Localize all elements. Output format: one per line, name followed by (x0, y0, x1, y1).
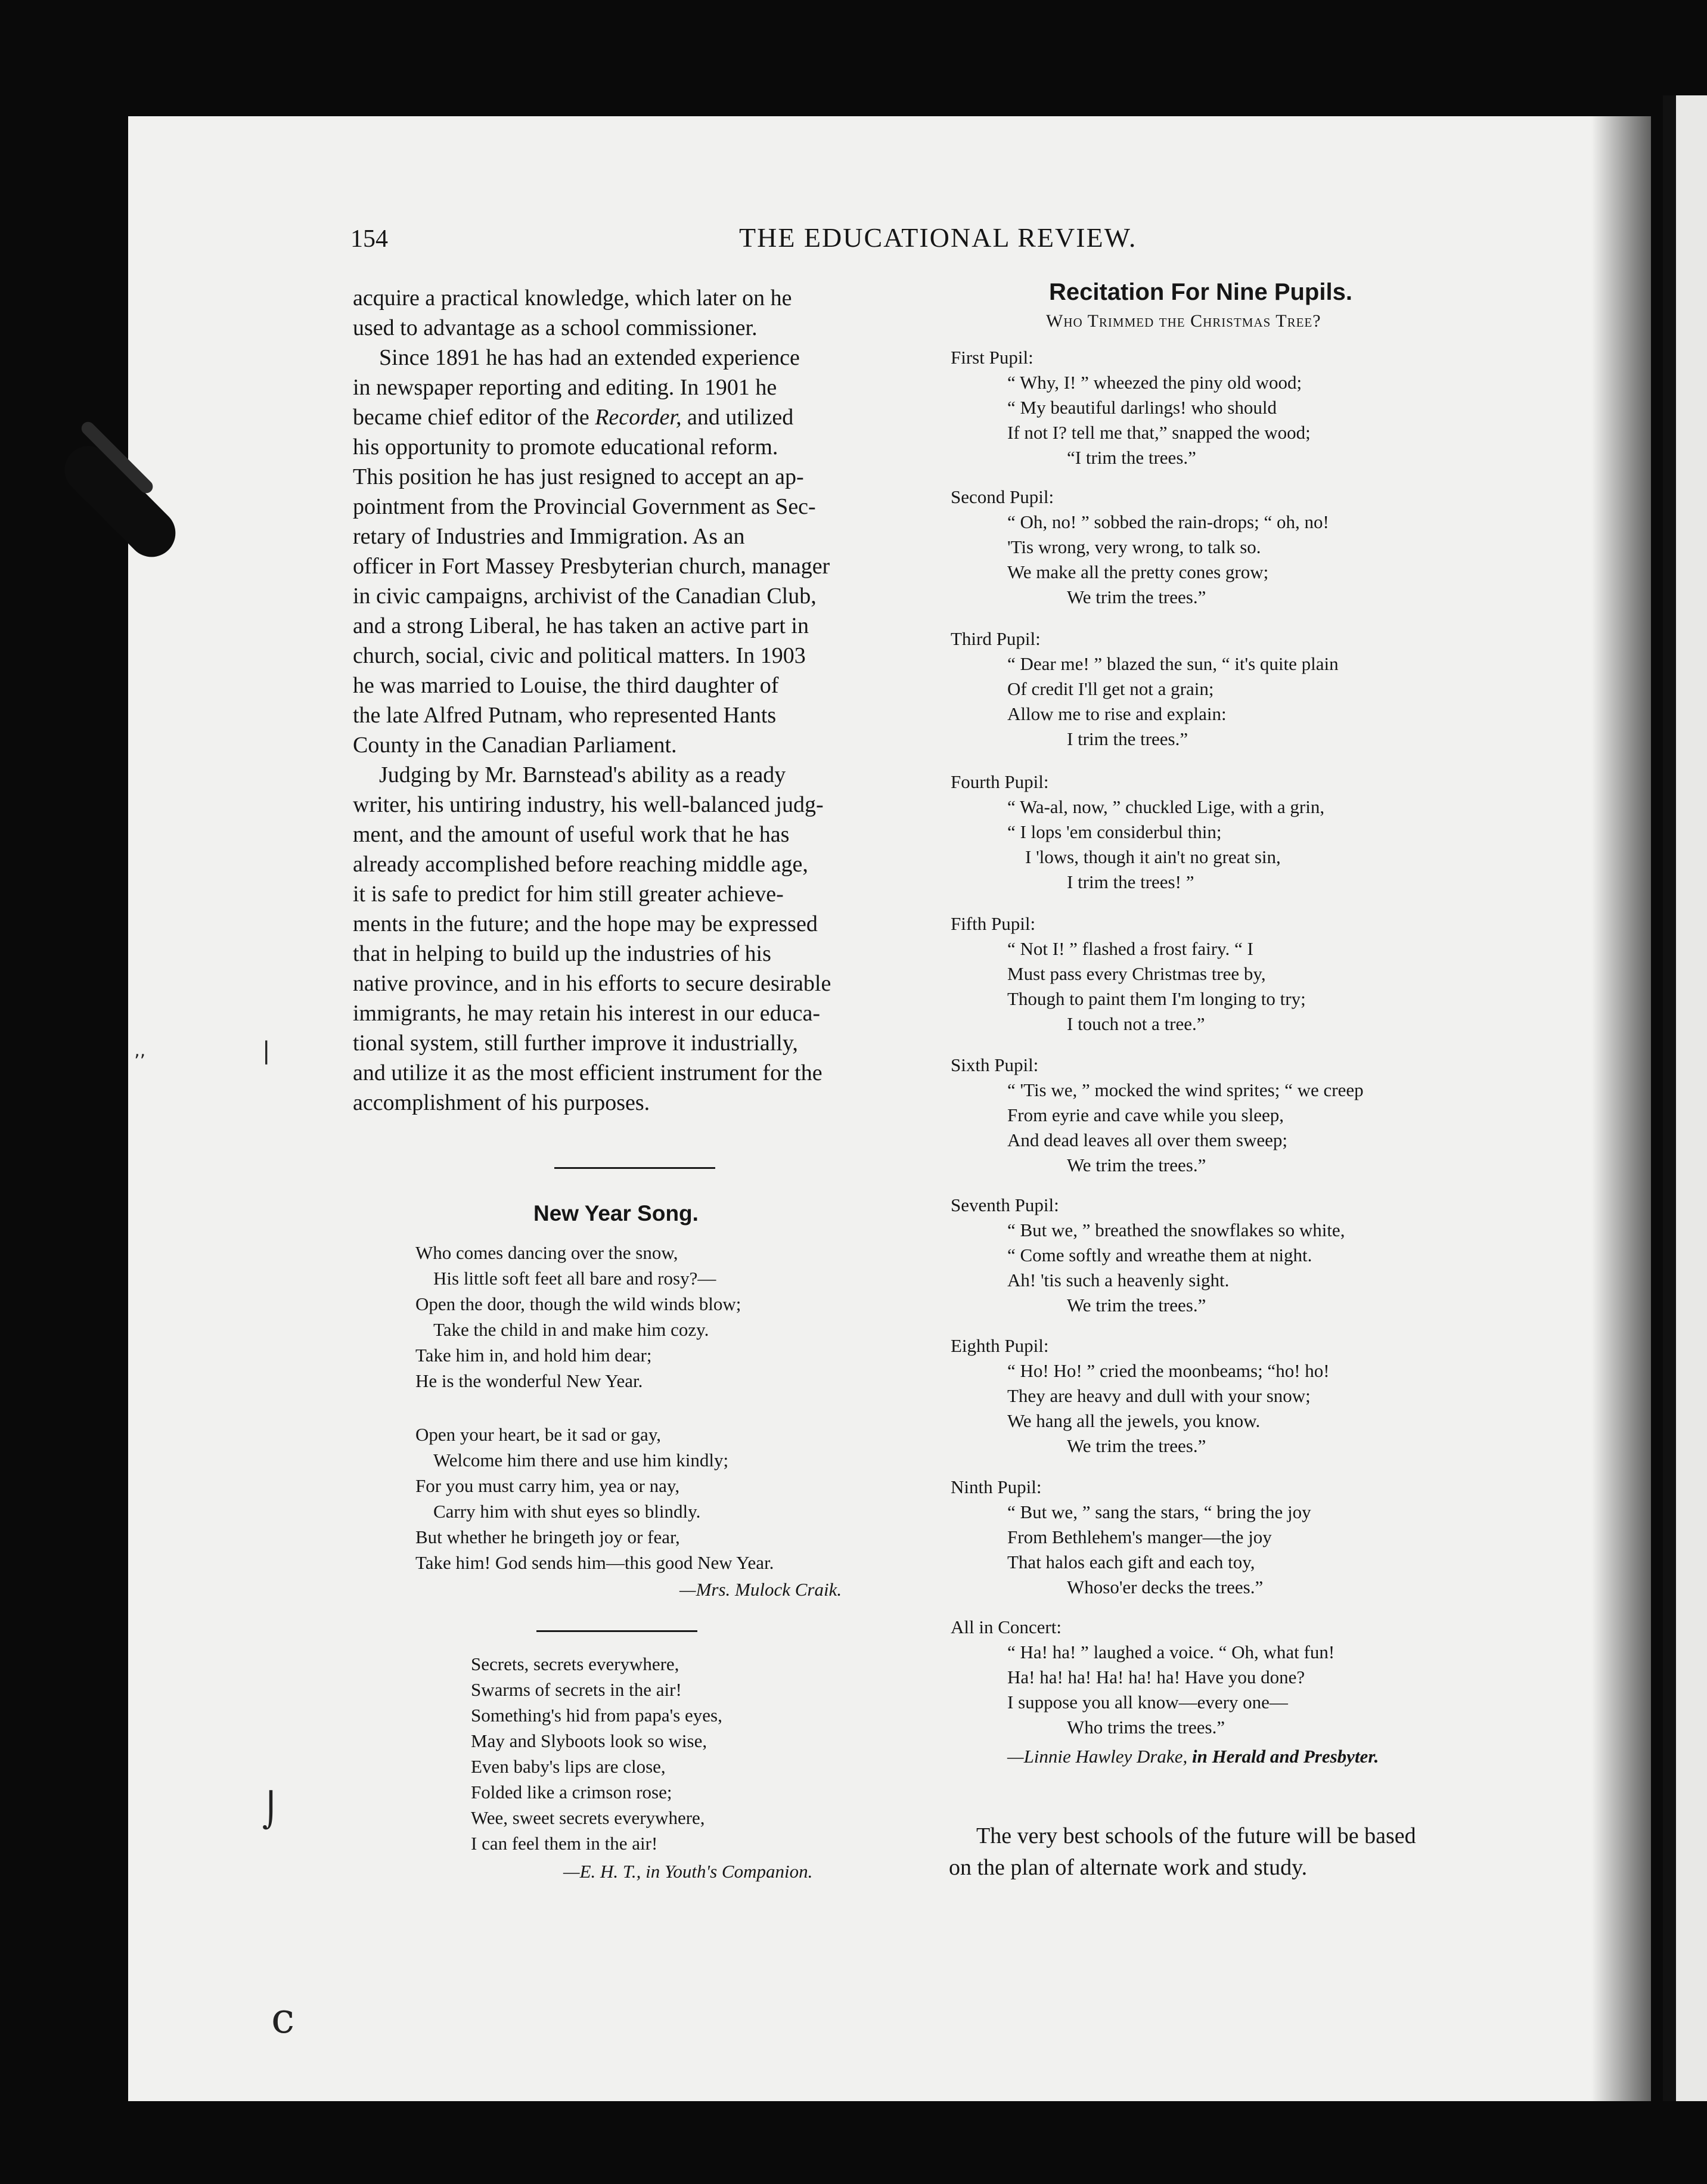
section-divider (554, 1167, 715, 1169)
poem-line: Swarms of secrets in the air! (471, 1679, 682, 1700)
poem-line: But whether he bringeth joy or fear, (415, 1527, 680, 1547)
poem-line: Must pass every Christmas tree by, (1007, 963, 1266, 984)
closing-line: The very best schools of the future will be based (976, 1823, 1416, 1848)
bio-line: in newspaper reporting and editing. In 1901 he (353, 375, 777, 400)
poem-line: “ Dear me! ” blazed the sun, “ it's quite plain (1007, 653, 1339, 674)
poem-attribution: —Mrs. Mulock Craik. (679, 1579, 842, 1600)
bio-line: writer, his untiring industry, his well-balanced judg- (353, 792, 824, 817)
poem-line: We trim the trees.” (1067, 587, 1206, 607)
poem-line: And dead leaves all over them sweep; (1007, 1130, 1287, 1150)
poem-line: Ha! ha! ha! Ha! ha! ha! Have you done? (1007, 1667, 1305, 1687)
next-page-edge (1663, 95, 1707, 2104)
poem-line: “ Oh, no! ” sobbed the rain-drops; “ oh, no! (1007, 511, 1329, 532)
pencil-mark: c (271, 1994, 295, 2043)
poem-line: We trim the trees.” (1067, 1155, 1206, 1175)
bio-line: tional system, still further improve it industrially, (353, 1031, 798, 1056)
section-divider (536, 1630, 697, 1632)
poem-line: “ Come softly and wreathe them at night. (1007, 1245, 1312, 1265)
bio-line: ment, and the amount of useful work that he has (353, 822, 790, 847)
poem-line: “ Ho! Ho! ” cried the moonbeams; “ho! ho! (1007, 1360, 1330, 1381)
poem-line: Take him! God sends him—this good New Year. (415, 1552, 774, 1573)
poem-line: For you must carry him, yea or nay, (415, 1475, 680, 1496)
page-number: 154 (350, 225, 388, 253)
poem-line: Though to paint them I'm longing to try; (1007, 988, 1306, 1009)
poem-line: Open the door, though the wild winds blow; (415, 1293, 741, 1314)
poem-line: If not I? tell me that,” snapped the wood; (1007, 422, 1311, 443)
poem-line: Even baby's lips are close, (471, 1756, 666, 1777)
scan-mark: ‚‚ (134, 1040, 146, 1061)
pupil-label: Fifth Pupil: (951, 913, 1036, 934)
recitation-title: Recitation For Nine Pupils. (1049, 279, 1352, 305)
pupil-label: First Pupil: (951, 347, 1033, 368)
poem-line: I suppose you all know—every one— (1007, 1692, 1288, 1713)
bio-line: and a strong Liberal, he has taken an active part in (353, 613, 809, 638)
pupil-label: Fourth Pupil: (951, 771, 1049, 792)
poem-line: Of credit I'll get not a grain; (1007, 678, 1214, 699)
poem-line: I can feel them in the air! (471, 1833, 658, 1854)
poem-line: “ Wa-al, now, ” chuckled Lige, with a grin, (1007, 796, 1325, 817)
pupil-label: Third Pupil: (951, 628, 1041, 649)
poem-line: “ 'Tis we, ” mocked the wind sprites; “ we creep (1007, 1079, 1364, 1100)
poem-line: Allow me to rise and explain: (1007, 703, 1227, 724)
bio-line: acquire a practical knowledge, which later on he (353, 286, 792, 311)
running-head: THE EDUCATIONAL REVIEW. (739, 222, 1137, 253)
poem-line: “ Why, I! ” wheezed the piny old wood; (1007, 372, 1302, 393)
poem-line: “ But we, ” breathed the snowflakes so white, (1007, 1220, 1345, 1240)
pupil-label: Ninth Pupil: (951, 1476, 1042, 1497)
poem-line: Secrets, secrets everywhere, (471, 1653, 679, 1674)
poem-line: “ I lops 'em considerbul thin; (1007, 821, 1222, 842)
poem-line: I 'lows, though it ain't no great sin, (1025, 846, 1281, 867)
bio-line: officer in Fort Massey Presbyterian church, manager (353, 554, 830, 579)
poem-line: His little soft feet all bare and rosy?— (433, 1268, 716, 1289)
pencil-mark: ⌡ (262, 1791, 280, 1830)
bio-line: retary of Industries and Immigration. As an (353, 524, 745, 549)
poem-line: Folded like a crimson rose; (471, 1782, 672, 1803)
poem-attribution: —E. H. T., in Youth's Companion. (563, 1861, 813, 1882)
poem-line: “I trim the trees.” (1067, 447, 1196, 468)
poem-line: “ Ha! ha! ” laughed a voice. “ Oh, what fun! (1007, 1642, 1335, 1662)
pupil-label: Sixth Pupil: (951, 1054, 1039, 1075)
poem-line: Who trims the trees.” (1067, 1717, 1225, 1738)
poem-line: He is the wonderful New Year. (415, 1370, 643, 1391)
bio-line: immigrants, he may retain his interest in our educa- (353, 1001, 821, 1026)
bio-line: Judging by Mr. Barnstead's ability as a ready (379, 762, 786, 787)
binding-shadow (1591, 116, 1651, 2101)
pupil-label: Seventh Pupil: (951, 1195, 1059, 1215)
poem-line: Wee, sweet secrets everywhere, (471, 1807, 705, 1828)
poem-line: “ Not I! ” flashed a frost fairy. “ I (1007, 938, 1253, 959)
poem-line: Carry him with shut eyes so blindly. (433, 1501, 701, 1522)
bio-line: he was married to Louise, the third daughter of (353, 673, 779, 698)
bio-line: ments in the future; and the hope may be expressed (353, 911, 818, 936)
bio-line: it is safe to predict for him still greater achieve- (353, 882, 784, 907)
recitation-attribution: —Linnie Hawley Drake, in Herald and Presbyter. (1007, 1746, 1379, 1767)
bio-line: the late Alfred Putnam, who represented Hants (353, 703, 777, 728)
poem-line: Whoso'er decks the trees.” (1067, 1577, 1264, 1597)
poem-line: From Bethlehem's manger—the joy (1007, 1527, 1272, 1547)
bio-line: his opportunity to promote educational reform. (353, 435, 778, 460)
poem-line: They are heavy and dull with your snow; (1007, 1385, 1311, 1406)
pupil-label: Second Pupil: (951, 486, 1054, 507)
closing-line: on the plan of alternate work and study. (949, 1855, 1308, 1880)
new-year-song-title: New Year Song. (533, 1201, 699, 1226)
poem-line: I trim the trees! ” (1067, 871, 1194, 892)
poem-line: We trim the trees.” (1067, 1295, 1206, 1316)
bio-line: accomplishment of his purposes. (353, 1090, 650, 1115)
bio-line: became chief editor of the Recorder, and utilized (353, 405, 794, 430)
bio-line: used to advantage as a school commissioner. (353, 315, 758, 340)
poem-line: We make all the pretty cones grow; (1007, 561, 1269, 582)
poem-line: From eyrie and cave while you sleep, (1007, 1105, 1284, 1125)
poem-line: We trim the trees.” (1067, 1435, 1206, 1456)
poem-line: I touch not a tree.” (1067, 1013, 1205, 1034)
bio-line: native province, and in his efforts to secure desirable (353, 971, 831, 996)
pupil-label: Eighth Pupil: (951, 1335, 1049, 1356)
scan-border-bottom (0, 2101, 1707, 2184)
poem-line: “ But we, ” sang the stars, “ bring the joy (1007, 1502, 1311, 1522)
poem-line: Welcome him there and use him kindly; (433, 1450, 729, 1471)
scan-mark: | (262, 1037, 271, 1065)
recitation-subtitle: Who Trimmed the Christmas Tree? (1046, 311, 1321, 331)
bio-line: This position he has just resigned to accept an ap- (353, 464, 804, 489)
bio-line: County in the Canadian Parliament. (353, 733, 677, 758)
poem-line: Take the child in and make him cozy. (433, 1319, 709, 1340)
poem-line: We hang all the jewels, you know. (1007, 1410, 1261, 1431)
bio-line: in civic campaigns, archivist of the Canadian Club, (353, 584, 817, 609)
bio-line: already accomplished before reaching middle age, (353, 852, 808, 877)
poem-line: “ My beautiful darlings! who should (1007, 397, 1277, 418)
bio-line: Since 1891 he has had an extended experience (379, 345, 800, 370)
bio-line: church, social, civic and political matters. In 1903 (353, 643, 806, 668)
poem-line: Who comes dancing over the snow, (415, 1242, 678, 1263)
poem-line: Take him in, and hold him dear; (415, 1345, 652, 1366)
poem-line: That halos each gift and each toy, (1007, 1552, 1255, 1572)
poem-line: May and Slyboots look so wise, (471, 1730, 707, 1751)
poem-line: Open your heart, be it sad or gay, (415, 1424, 662, 1445)
poem-line: I trim the trees.” (1067, 728, 1188, 749)
bio-line: and utilize it as the most efficient instrument for the (353, 1060, 823, 1085)
poem-line: Ah! 'tis such a heavenly sight. (1007, 1270, 1230, 1290)
bio-line: pointment from the Provincial Government as Sec- (353, 494, 816, 519)
pupil-label: All in Concert: (951, 1617, 1062, 1637)
poem-line: Something's hid from papa's eyes, (471, 1705, 722, 1726)
bio-line: that in helping to build up the industries of his (353, 941, 771, 966)
poem-line: 'Tis wrong, very wrong, to talk so. (1007, 536, 1261, 557)
